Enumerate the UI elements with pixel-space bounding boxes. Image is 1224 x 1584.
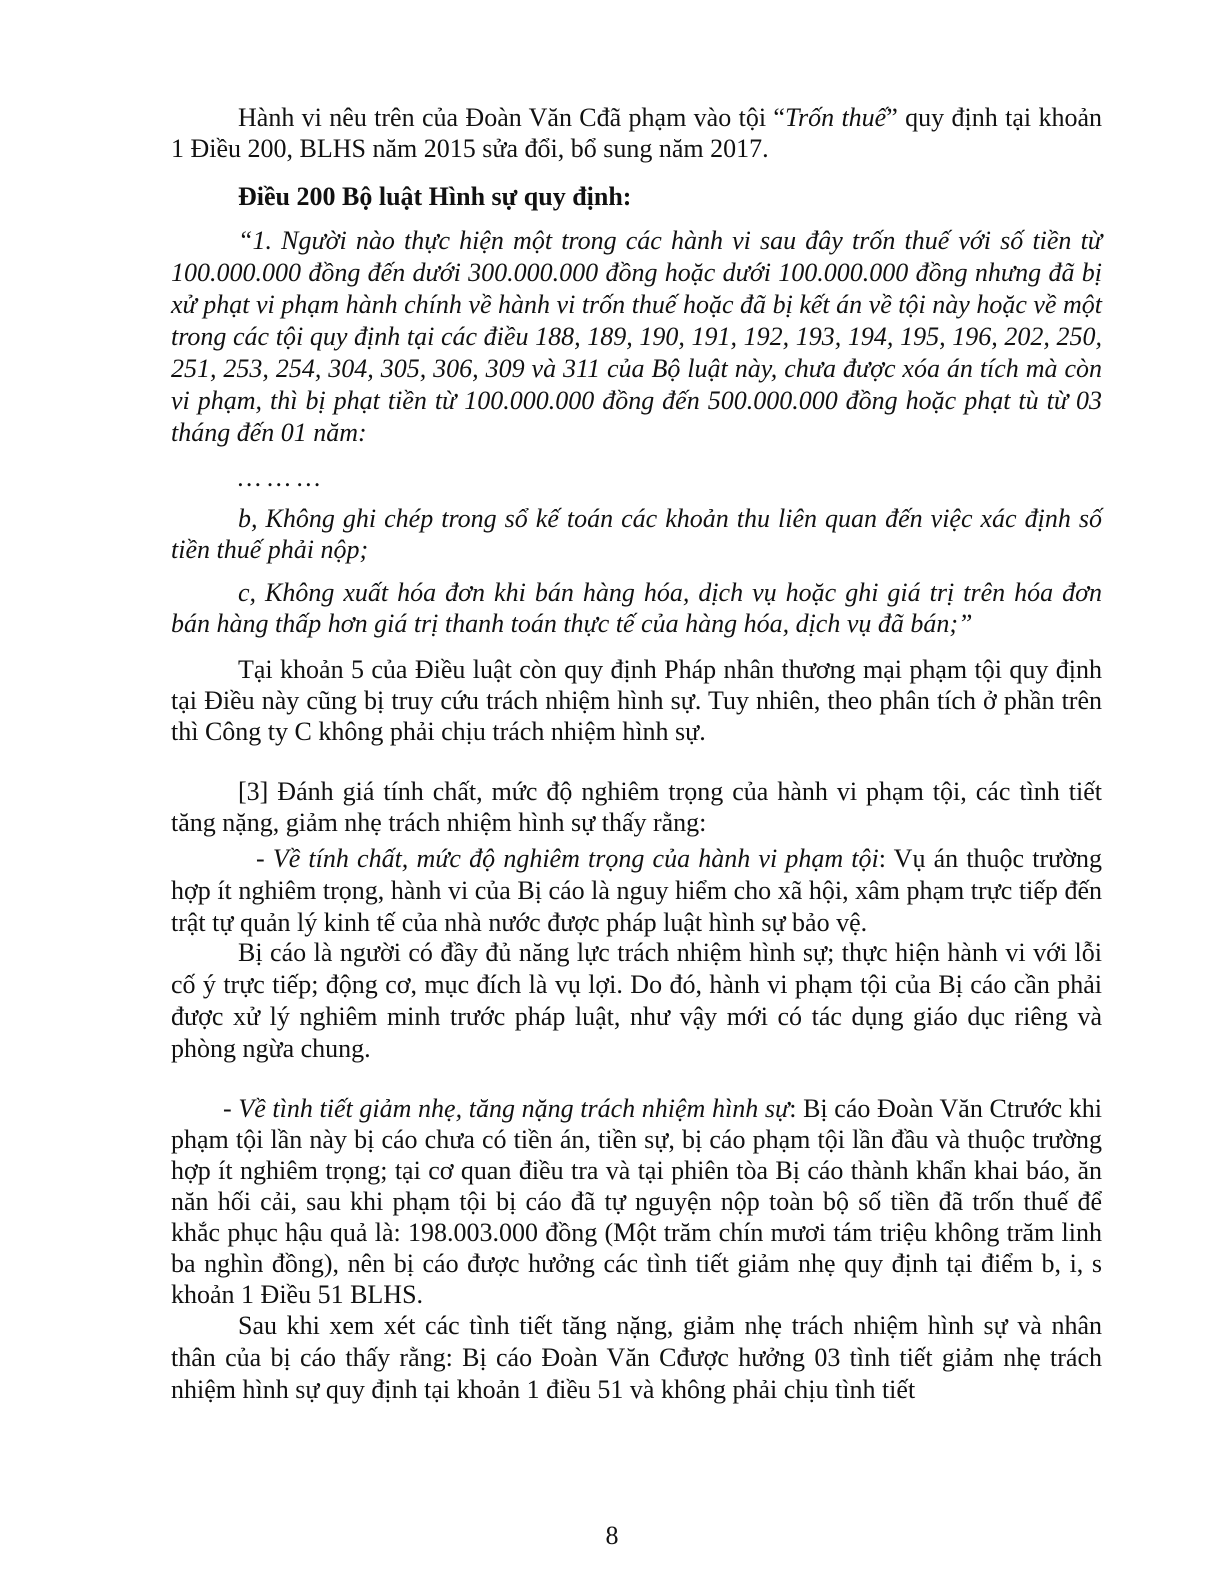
paragraph-clause-5: Tại khoản 5 của Điều luật còn quy định Pháp nhân thương mại phạm tội quy định tại Điều này cũng bị truy cứu trách nhiệm hình sự. Tuy nhiên, theo phân tích ở phần trên thì Công ty C không phải chịu trách nhiệm hình sự.	[171, 655, 1102, 746]
subheading-mitigation: - Về tình tiết giảm nhẹ, tăng nặng trách nhiệm hình sự	[223, 1094, 790, 1123]
paragraph-text: : Bị cáo Đoàn Văn Ctrước khi phạm tội lần này bị cáo chưa có tiền án, tiền sự, bị cáo phạm tội lần đầu và thuộc trường hợp ít nghiêm trọng; tại cơ quan điều tra và tại phiên tòa Bị cáo thành khẩn khai báo, ăn năn hối cải, sau khi phạm tội bị cáo đã tự nguyện nộp toàn bộ số tiền đã trốn thuế để khắc phục hậu quả là: 198.003.000 đồng (Một trăm chín mươi tám triệu không trăm linh ba nghìn đồng), nên bị cáo được hưởng các tình tiết giảm nhẹ quy định tại điểm b, i, s khoản 1 Điều 51 BLHS.	[171, 1094, 1102, 1309]
paragraph-text: Hành vi nêu trên của Đoàn Văn Cđã phạm vào tội “	[238, 103, 785, 132]
article-heading: Điều 200 Bộ luật Hình sự quy định:	[238, 182, 632, 211]
paragraph-mitigation	[171, 1093, 1102, 1310]
paragraph-text: ” quy định tại khoản 1 Điều 200, BLHS năm 2015 sửa đổi, bổ sung năm 2017.	[171, 103, 1102, 163]
paragraph-text: : Vụ án thuộc trường hợp ít nghiêm trọng, hành vi của Bị cáo là nguy hiểm cho xã hội, xâm phạm trực tiếp đến trật tự quản lý kinh tế của nhà nước được pháp luật hình sự bảo vệ.	[171, 844, 1102, 937]
paragraph-offense	[171, 102, 1102, 164]
subheading-nature: - Về tính chất, mức độ nghiêm trọng của hành vi phạm tội	[256, 844, 879, 873]
quote-ellipsis: … … …	[238, 463, 321, 492]
paragraph-nature	[171, 843, 1102, 939]
paragraph-capacity: Bị cáo là người có đầy đủ năng lực trách nhiệm hình sự; thực hiện hành vi với lỗi cố ý trực tiếp; động cơ, mục đích là vụ lợi. Do đó, hành vi phạm tội của Bị cáo cần phải được xử lý nghiêm minh trước pháp luật, như vậy mới có tác dụng giáo dục riêng và phòng ngừa chung.	[171, 938, 1102, 1063]
crime-name: Trốn thuế	[784, 103, 887, 132]
quote-point-c: c, Không xuất hóa đơn khi bán hàng hóa, dịch vụ hoặc ghi giá trị trên hóa đơn bán hàng thấp hơn giá trị thanh toán thực tế của hàng hóa, dịch vụ đã bán;”	[171, 578, 1102, 638]
quote-point-b: b, Không ghi chép trong sổ kế toán các khoản thu liên quan đến việc xác định số tiền thuế phải nộp;	[171, 504, 1102, 564]
paragraph-conclusion: Sau khi xem xét các tình tiết tăng nặng, giảm nhẹ trách nhiệm hình sự và nhân thân của bị cáo thấy rằng: Bị cáo Đoàn Văn Cđược hưởng 03 tình tiết giảm nhẹ trách nhiệm hình sự quy định tại khoản 1 điều 51 và không phải chịu tình tiết	[171, 1311, 1102, 1404]
quote-clause-1: “1. Người nào thực hiện một trong các hành vi sau đây trốn thuế với số tiền từ 100.000.000 đồng đến dưới 300.000.000 đồng hoặc dưới 100.000.000 đồng nhưng đã bị xử phạt vi phạm hành chính về hành vi trốn thuế hoặc đã bị kết án về tội này hoặc về một trong các tội quy định tại các điều 188, 189, 190, 191, 192, 193, 194, 195, 196, 202, 250, 251, 253, 254, 304, 305, 306, 309 và 311 của Bộ luật này, chưa được xóa án tích mà còn vi phạm, thì bị phạt tiền từ 100.000.000 đồng đến 500.000.000 đồng hoặc phạt tù từ 03 tháng đến 01 năm:	[171, 226, 1102, 447]
page-number: 8	[605, 1521, 619, 1550]
paragraph-section-3: [3] Đánh giá tính chất, mức độ nghiêm trọng của hành vi phạm tội, các tình tiết tăng nặng, giảm nhẹ trách nhiệm hình sự thấy rằng:	[171, 777, 1102, 837]
